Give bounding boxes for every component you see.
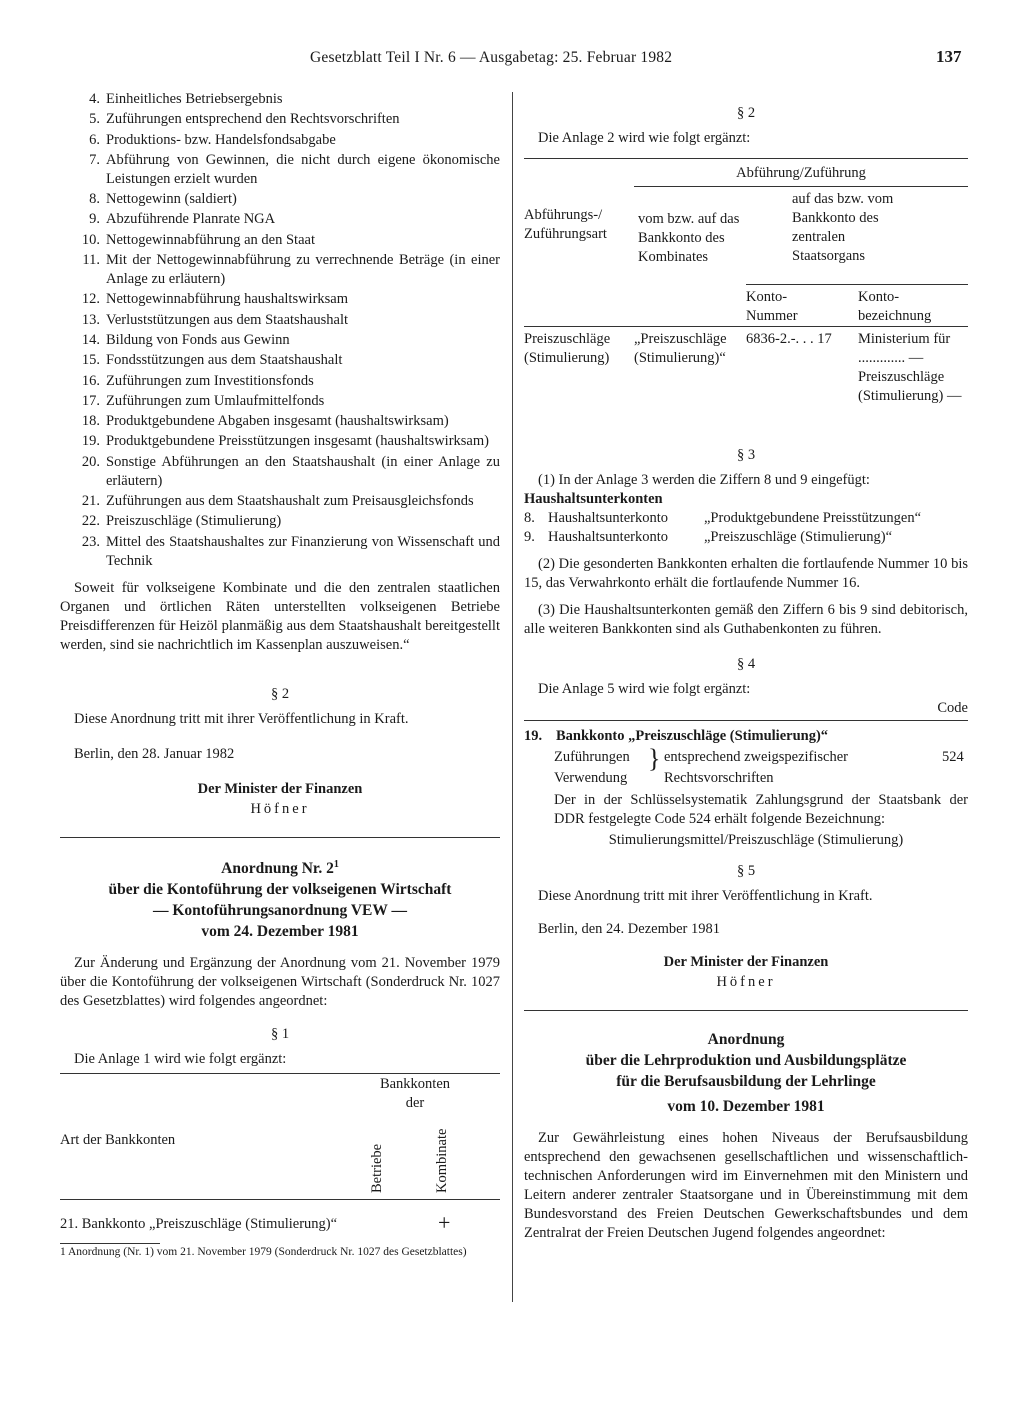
list-item: [60, 453, 500, 491]
sub-account-type: Haushaltsunterkonto: [548, 529, 669, 545]
list-item-text: Zuführungen zum Umlaufmittelfonds: [106, 392, 325, 409]
item-19-name: Stimulierungsmittel/Preiszuschläge (Stimulierung): [608, 832, 904, 848]
list-item-text: Abführung von Gewinnen, die nicht durch eigene ökonomische Leistungen erzielt wurden: [106, 151, 500, 187]
running-head: Gesetzblatt Teil I Nr. 6 — Ausgabetag: 25. Februar 1982: [310, 49, 673, 66]
list-item-text: Mit der Nettogewinnabführung zu verrechnende Beträge (in einer Anlage zu erläutern): [106, 252, 500, 288]
section-1-title: § 1: [270, 1025, 290, 1042]
list-item-text: Zuführungen zum Investitionsfonds: [106, 372, 314, 389]
table-head-art: Art der Bankkonten: [60, 1131, 176, 1148]
ordinance-2-intro: Zur Gewährleistung eines hohen Niveaus der Berufsausbildung entsprechend den gewachsenen gesellschaftlichen und wissenschaftlich-technischen Anforderungen wird im Einvernehmen mit den Ministern und Leitern anderer zentraler Staatsorgane und in Übereinstimmung mit dem Bundesvorstand des Freien Deutschen Gewerkschaftsbundes und dem Zentralrat der Freien Deutschen Jugend folgendes angeordnet:: [524, 1130, 968, 1241]
table2-rule-group: [634, 186, 968, 187]
ordinance-title-line2: über die Kontoführung der volkseigenen Wirtschaft: [108, 880, 452, 898]
section-2-text-right: Die Anlage 2 wird wie folgt ergänzt:: [538, 130, 751, 146]
list-item-number: 8.: [89, 191, 100, 208]
item-19-zufuehrungen: Zuführungen: [554, 749, 630, 765]
list-item-number: 16.: [81, 372, 100, 389]
list-item-text: Sonstige Abführungen an den Staatshaushalt (in einer Anlage zu erläutern): [106, 453, 500, 489]
list-item-number: 10.: [81, 231, 100, 248]
list-item: [60, 290, 500, 309]
table-rule-bottom: [60, 1199, 500, 1200]
ordinance-2-title-line2: über die Lehrproduktion und Ausbildungsplätze: [585, 1052, 907, 1069]
list-item-text: Produktgebundene Preisstützungen insgesamt (haushaltswirksam): [106, 433, 489, 450]
list-item-number: 19.: [81, 433, 100, 450]
table2-head-art: Abführungs-/ Zuführungsart: [524, 207, 607, 242]
list-item-text: Bildung von Fonds aus Gewinn: [106, 331, 290, 348]
list-item-number: 13.: [81, 311, 100, 328]
table-head-betriebe: Betriebe: [369, 1143, 385, 1193]
list-item: [60, 231, 500, 250]
table2-head-konto-bez: Konto-bezeichnung: [858, 289, 932, 324]
page-number: 137: [936, 47, 962, 66]
table2-head-von: vom bzw. auf das Bankkonto des Kombinates: [638, 211, 740, 265]
sub-account-name: „Preiszuschläge (Stimulierung)“: [704, 529, 893, 545]
list-item-text: Nettogewinnabführung haushaltswirksam: [106, 291, 349, 308]
list-item: [60, 151, 500, 189]
section-2-title: § 2: [270, 685, 290, 702]
list-item-number: 5.: [89, 111, 100, 128]
list-item-text: Produktgebundene Abgaben insgesamt (haushaltswirksam): [106, 413, 449, 430]
list-item: [524, 528, 968, 547]
list-item: [60, 351, 500, 370]
section-5-text: Diese Anordnung tritt mit ihrer Veröffentlichung in Kraft.: [538, 888, 873, 904]
table-row-mark: +: [438, 1209, 451, 1235]
list-item: [60, 432, 500, 451]
list-item-number: 18.: [81, 413, 100, 430]
section-1-text: Die Anlage 1 wird wie folgt ergänzt:: [74, 1050, 287, 1067]
list-item: [60, 90, 500, 109]
signer-name: Höfner: [250, 800, 310, 817]
signer-name-right: Höfner: [716, 974, 776, 990]
list-item-number: 7.: [89, 151, 100, 168]
table-rule-top: [60, 1073, 500, 1074]
list-item: [60, 533, 500, 571]
section-3-para-2: (2) Die gesonderten Bankkonten erhalten die fortlaufende Nummer 10 bis 15, das Verwahrkonto erhält die fortlaufende Nummer 16.: [524, 556, 968, 591]
ordinance-title: [60, 858, 500, 942]
closing-paragraph: Soweit für volkseigene Kombinate und die den zentralen staatlichen Organen und örtlichen Räten unterstellten volkseigenen Betriebe Preisdifferenzen für Heizöl planmäßig aus dem Staatshaushalt bereitgestellt werden, sind sie nachrichtlich im Kassenplan auszuweisen.“: [60, 579, 500, 653]
section-3-subhead: Haushaltsunterkonten: [524, 491, 663, 507]
list-item: [60, 311, 500, 330]
brace-icon: }: [648, 744, 661, 773]
list-item-text: Preiszuschläge (Stimulierung): [106, 513, 282, 530]
list-item-number: 12.: [81, 291, 100, 308]
table-row-label: 21. Bankkonto „Preiszuschläge (Stimulierung)“: [60, 1215, 338, 1232]
list-item-number: 15.: [81, 352, 100, 369]
item-19-verwendung: Verwendung: [554, 770, 628, 786]
left-column: [60, 90, 500, 1259]
list-item: [60, 131, 500, 150]
list-item-text: Mittel des Staatshaushaltes zur Finanzierung von Wissenschaft und Technik: [106, 533, 500, 569]
ordinance-2-title-line3: für die Berufsausbildung der Lehrlinge: [616, 1073, 876, 1090]
code-heading: Code: [937, 700, 968, 716]
ordinance-2-title-line1: Anordnung: [707, 1031, 785, 1048]
right-column: [524, 104, 968, 1243]
list-item-text: Zuführungen entsprechend den Rechtsvorschriften: [106, 111, 400, 128]
section-4-title: § 4: [736, 656, 756, 672]
section-3-title: § 3: [736, 447, 756, 463]
list-item-text: Abzuführende Planrate NGA: [106, 211, 276, 228]
place-date-right: Berlin, den 24. Dezember 1981: [538, 921, 721, 937]
footnote: 1 Anordnung (Nr. 1) vom 21. November 1979 (Sonderdruck Nr. 1027 des Gesetzblattes): [60, 1245, 467, 1258]
ordinance-2-title: [524, 1029, 968, 1117]
list-item-text: Einheitliches Betriebsergebnis: [106, 91, 283, 107]
list-item-number: 17.: [81, 392, 100, 409]
section-3-items: [524, 509, 968, 547]
ordinance-2-title-line4: vom 10. Dezember 1981: [667, 1098, 825, 1115]
ordinance-intro: Zur Änderung und Ergänzung der Anordnung vom 21. November 1979 über die Kontoführung der volkseigenen Wirtschaft (Sonderdruck Nr. 1027 des Gesetzblattes) wird folgendes angeordnet:: [60, 954, 500, 1009]
item-19: [524, 727, 968, 773]
table2-cell-art: Preiszuschläge (Stimulierung): [524, 331, 611, 366]
ordinance-title-line4: vom 24. Dezember 1981: [201, 922, 359, 940]
signer-title: Der Minister der Finanzen: [197, 780, 363, 797]
list-item: [60, 372, 500, 391]
table-anlage-2: [524, 154, 968, 446]
list-item: [60, 251, 500, 289]
table2-head-konto-nr: Konto-Nummer: [746, 289, 798, 324]
table-head-kombinate: Kombinate: [434, 1128, 450, 1193]
list-item-number: 11.: [82, 252, 100, 269]
table2-rule-top: [524, 158, 968, 159]
list-item-number: 14.: [81, 331, 100, 348]
list-item-number: 23.: [81, 533, 100, 550]
section-3-para-3: (3) Die Haushaltsunterkonten gemäß den Ziffern 6 bis 9 sind debitorisch, alle weiteren Bankkonten sind als Guthabenkonten zu führen.: [524, 602, 968, 637]
separator-rule-right: [524, 1010, 968, 1011]
section-3-para-1: (1) In der Anlage 3 werden die Ziffern 8 und 9 eingefügt:: [538, 472, 870, 488]
ordinance-title-line1: Anordnung Nr. 2: [221, 859, 334, 877]
item-19-code: 524: [942, 749, 964, 765]
list-item: [60, 110, 500, 129]
list-item-number: 21.: [81, 493, 100, 510]
section-5-title: § 5: [736, 863, 756, 879]
sub-account-number: 8.: [524, 510, 535, 526]
list-item: [60, 492, 500, 511]
table2-cell-nr: 6836-2.-. . . 17: [746, 331, 832, 347]
item-19-title: Bankkonto „Preiszuschläge (Stimulierung)“: [556, 728, 829, 744]
column-divider: [512, 92, 513, 1302]
list-item: [60, 210, 500, 229]
table2-head-auf: auf das bzw. vom Bankkonto des zentralen Staatsorgans: [792, 191, 894, 264]
section-4-text: Die Anlage 5 wird wie folgt ergänzt:: [538, 681, 751, 697]
table2-cell-von: „Preiszuschläge (Stimulierung)“: [634, 331, 727, 366]
list-item: [60, 331, 500, 350]
table2-rule-head: [524, 326, 968, 327]
separator-rule: [60, 837, 500, 838]
sub-account-number: 9.: [524, 529, 535, 545]
list-item-text: Nettogewinnabführung an den Staat: [106, 231, 315, 248]
section-2-text: Diese Anordnung tritt mit ihrer Veröffentlichung in Kraft.: [74, 710, 409, 727]
table-row: [60, 1211, 500, 1237]
list-item: [60, 412, 500, 431]
list-item-number: 9.: [89, 211, 100, 228]
table2-group-head: Abführung/Zuführung: [736, 165, 866, 181]
table2-rule-sub: [746, 284, 968, 285]
place-date: Berlin, den 28. Januar 1982: [74, 745, 235, 762]
list-item: [60, 392, 500, 411]
list-item-number: 6.: [89, 131, 100, 148]
sub-account-type: Haushaltsunterkonto: [548, 510, 669, 526]
item-19-number: 19.: [524, 728, 543, 744]
table-anlage-1: [60, 1071, 500, 1211]
list-item-text: Fondsstützungen aus dem Staatshaushalt: [106, 352, 343, 369]
table-head-bankkonten: Bankkonten der: [379, 1075, 451, 1111]
list-item-text: Verluststützungen aus dem Staatshaushalt: [106, 311, 349, 328]
section-2-title-right: § 2: [736, 105, 756, 121]
table2-cell-bez: Ministerium für ............. — Preiszuschläge (Stimulierung) —: [858, 331, 962, 404]
footnote-rule: [60, 1243, 160, 1244]
list-item: [60, 190, 500, 209]
list-item-number: 4.: [89, 91, 100, 107]
list-item: [60, 512, 500, 531]
footnote-marker: 1: [333, 858, 339, 870]
signer-title-right: Der Minister der Finanzen: [663, 954, 829, 970]
list-item-number: 20.: [81, 453, 100, 470]
numbered-list: [60, 90, 500, 571]
ordinance-title-line3: — Kontoführungsanordnung VEW —: [153, 901, 407, 919]
sub-account-name: „Produktgebundene Preisstützungen“: [704, 510, 922, 526]
list-item-text: Zuführungen aus dem Staatshaushalt zum Preisausgleichsfonds: [106, 493, 474, 510]
item-19-line-2: [524, 769, 968, 789]
list-item-text: Nettogewinn (saldiert): [106, 191, 237, 208]
list-item-number: 22.: [81, 513, 100, 530]
code-rule: [524, 720, 968, 721]
list-item: [524, 509, 968, 528]
item-19-entsprechend: entsprechend zweigspezifischer: [664, 749, 848, 765]
list-item-text: Produktions- bzw. Handelsfondsabgabe: [106, 131, 336, 148]
item-19-rechtsvorschriften: Rechtsvorschriften: [664, 770, 774, 786]
item-19-text: Der in der Schlüsselsystematik Zahlungsgrund der Staatsbank der DDR festgelegte Code 524 erhält folgende Bezeichnung:: [554, 792, 968, 827]
